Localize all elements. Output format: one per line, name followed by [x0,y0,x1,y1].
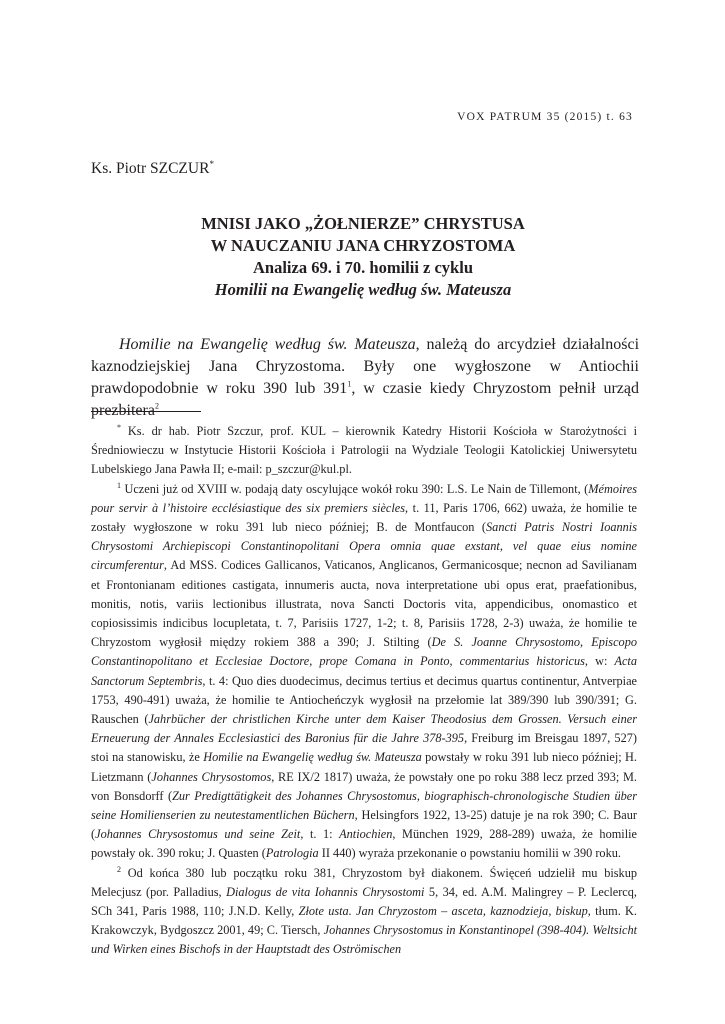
fn2-text: 5, 34, ed. A.M. Malingrey – P. Leclercq, SCh 341, Paris 1988, 110; J.N.D. Kelly, [91,884,637,919]
author-name-text: Ks. Piotr SZCZUR [91,160,210,177]
fn1-italic: De S. Joanne Chrysostomo, Episcopo Constantinopolitano et Ecclesiae Doctore, prope Comana in Ponto, commentarius historicus [91,635,637,669]
fn2-italic: Złote usta. Jan Chryzostom – asceta, kaznodzieja, biskup [298,904,588,919]
footnote-star-text: Ks. dr hab. Piotr Szczur, prof. KUL – kierownik Katedry Historii Kościoła w Starożytności i Średniowieczu w Instytucie Historii Kościoła i Patrologii na Wydziale Teologii Katolickiej Uniwersytetu Lubelskiego Jana Pawła II; e-mail: p_szczur@kul.pl. [91,424,637,477]
fn1-italic: Mémoires pour servir à l’histoire ecclésiastique des six premiers siècles [91,481,637,515]
fn1-text: Uczeni już od XVIII w. podają daty oscylujące wokół roku 390: L.S. Le Nain de Tillemont, ( [121,481,589,496]
footnote-2-mark: 2 [117,864,121,874]
fn1-text: , Ad MSS. Codices Gallicanos, Vaticanos, Anglicanos, Germanicosque; necnon ad Savilianam et Frontonianam editiones castigata, innumeris aucta, nova interpretatione ubi opus erat, praefationibus, monitis, notis, variis lectionibus illustrata, nova Sancti Doctoris vita, appendicibus, onomastico et copiosissimis indicibus locupletata, t. 7, Parisiis 1727, 1-2; t. 8, Parisiis 1728, 2-3) uważa, że homilie te Chryzostom wygłosił między rokiem 388 a 390; J. Stilting ( [91,558,637,650]
fn1-text: , München 1929, 288-289) uważa, że homilie powstały ok. 390 roku; J. Quasten ( [91,827,637,861]
fn1-text: , Helsingfors 1922, 13-25) datuje je na rok 390; C. Baur ( [91,808,638,842]
author-name [91,160,214,178]
fn1-italic: Johannes Chrysostomos [151,769,272,784]
fn1-text: powstały w roku 391 lub nieco później; H. Lietzmann ( [91,750,638,784]
fn1-italic: Acta Sanctorum Septembris [91,654,637,688]
subtitle-line-1: Analiza 69. i 70. homilii z cyklu [252,258,473,277]
fn1-text: , t. 4: Quo dies duodecimus, decimus tertius et decimus quartus continentur, Antverpiae 1753, 490-491) uważa, że homilie te Antiocheńczyk wygłosił na przełomie lat 389/390 lub 390/391; G. Rauschen ( [91,673,637,727]
title-line-2: W NAUCZANIU JANA CHRYZOSTOMA [210,236,516,255]
fn1-text: , Freiburg im Breisgau 1897, 527) stoi na stanowisku, że [91,731,637,765]
body-text-b: , w czasie kiedy Chryzostom pełnił urząd prezbitera [91,380,640,419]
fn1-text: , t. 11, Paris 1706, 662) uważa, że homilie te zostały wygłoszone w roku 391 lub nieco później; B. de Montfaucon ( [91,500,637,535]
fn1-text: , t. 1: [300,827,340,842]
fn1-italic: Jahrbücher der christlichen Kirche unter dem Kaiser Theodosius dem Grossen. Versuch einer Erneuerung der Annales Ecclesiastici des Baronius für die Jahre 378-395 [91,712,637,746]
subtitle-line-2: Homilii na Ewangelię według św. Mateusza [214,280,512,299]
body-italic-title: Homilie na Ewangelię według św. Mateusza [119,336,416,353]
title-line-1: MNISI JAKO „ŻOŁNIERZE” CHRYSTUSA [201,214,525,233]
fn1-text: II 440) wyraża przekonanie o powstaniu homilii w 390 roku. [318,846,621,861]
footnote-1 [91,480,637,864]
footnotes [91,422,637,960]
body-paragraph [91,334,639,422]
fn1-italic: Zur Predigttätigkeit des Johannes Chrysostomus, biographisch-chronologische Studien über seine Homilienserien zu neutestamentlichen Büchern [91,788,637,823]
running-head: VOX PATRUM 35 (2015) t. 63 [457,111,633,123]
footnote-2 [91,864,637,960]
fn1-text: , RE IX/2 1817) uważa, że powstały one po roku 388 lecz przed 393; M. von Bonsdorff ( [91,769,638,803]
footnote-star [91,422,637,480]
fn1-italic: Johannes Chrysostomus und seine Zeit [95,827,301,842]
fn1-italic: Sancti Patris Nostri Ioannis Chrysostomi Archiepiscopi Constantinopolitani Opera omnia quae exstant, vel quae eius nomine circumferentur [91,520,637,573]
fn2-italic: Johannes Chrysostomus in Konstantinopel (398-404). Weltsicht und Wirken eines Bischofs in der Hauptstadt des Oströmischen [91,923,638,957]
fn2-text: Od końca 380 lub początku roku 381, Chryzostom był diakonem. Święceń udzielił mu biskup Melecjusz (por. Palladius, [91,865,637,899]
footnote-ref-1: 1 [347,379,352,389]
body-text-a: , należą do arcydzieł działalności kaznodziejskiej Jana Chryzostoma. Były one wygłoszone w Antiochii prawdopodobnie w roku 390 lub 391 [91,336,640,397]
fn1-text: , w: [584,654,615,669]
fn1-italic: Antiochien [339,827,393,842]
footnote-ref-2: 2 [154,401,159,411]
author-footnote-mark: * [209,158,214,169]
fn2-italic: Dialogus de vita Iohannis Chrysostomi [226,884,425,899]
article-title [91,213,635,301]
footnote-separator [91,411,201,412]
fn2-text: , tłum. K. Krakowczyk, Bydgoszcz 2001, 49; C. Tiersch, [91,904,637,938]
fn1-italic: Homilie na Ewangelię według św. Mateusza [203,750,422,765]
footnote-1-mark: 1 [117,480,121,490]
footnote-star-mark: * [117,422,121,432]
fn1-italic: Patrologia [265,846,319,861]
